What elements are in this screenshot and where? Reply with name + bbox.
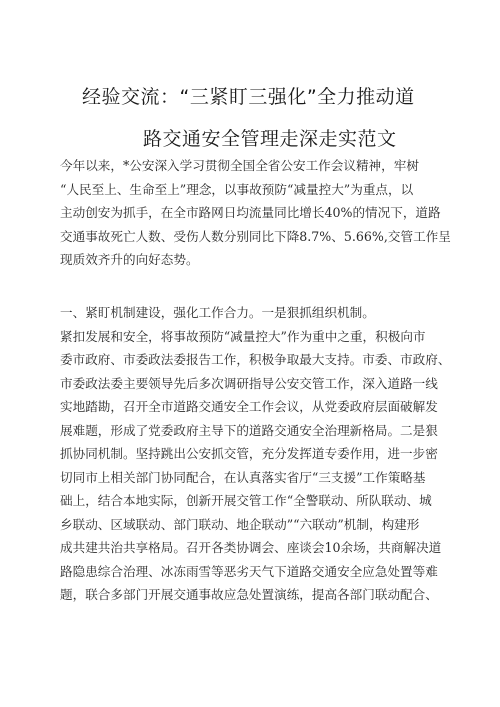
- paragraph-line: 主动创安为抓手，在全市路网日均流量同比增长40%的情况下，道路: [60, 205, 441, 220]
- paragraph-line: 展难题，形成了党委政府主导下的道路交通安全治理新格局。二是狠: [60, 422, 438, 438]
- paragraph-line: 实地踏勘，召开全市道路交通安全工作会议，从党委政府层面破解发: [60, 399, 438, 414]
- paragraph-line: 题，联合多部门开展交通事故应急处置演练，提高各部门联动配合、: [60, 587, 438, 602]
- paragraph-line: 础上，结合本地实际，创新开展交管工作“全警联动、所队联动、城: [60, 493, 432, 508]
- paragraph-line: 路隐患综合治理、冰冻雨雪等恶劣天气下道路交通安全应急处置等难: [60, 563, 438, 579]
- paragraph-line: 市委政法委主要领导先后多次调研指导公安交管工作，深入道路一线: [60, 375, 438, 391]
- paragraph-line: 委市政府、市委政法委报告工作，积极争取最大支持。市委、市政府、: [60, 352, 451, 367]
- paragraph-line: 一、紧盯机制建设，强化工作合力。一是狠抓组织机制。: [60, 305, 375, 320]
- document-title-line-2: 路交通安全管理走深走实范文: [143, 128, 397, 150]
- paragraph-line: 抓协同机制。坚持跳出公安抓交管，充分发挥道专委作用，进一步密: [60, 446, 438, 461]
- paragraph-line: 交通事故死亡人数、受伤人数分别同比下降8.7%、5.66%,交管工作呈: [60, 228, 451, 244]
- document-title-line-1: 经验交流：“三紧盯三强化”全力推动道: [82, 86, 415, 108]
- paragraph-line: 今年以来，*公安深入学习贯彻全国全省公安工作会议精神，牢树: [60, 158, 419, 173]
- paragraph-line: 紧扣发展和安全，将事故预防“减量控大”作为重中之重，积极向市: [60, 328, 426, 344]
- paragraph-line: 成共建共治共享格局。召开各类协调会、座谈会10余场，共商解决道: [60, 540, 442, 555]
- paragraph-line: 切同市上相关部门协同配合，在认真落实省厅“三支援”工作策略基: [60, 469, 426, 485]
- paragraph-line: 乡联动、区域联动、部门联动、地企联动”“六联动”机制，构建形: [60, 516, 420, 532]
- paragraph-section-1: [60, 301, 450, 607]
- paragraph-line: 现质效齐升的向好态势。: [60, 252, 199, 267]
- paragraph-line: “人民至上、生命至上”理念，以事故预防“减量控大”为重点，以: [60, 181, 414, 197]
- paragraph-intro: [60, 154, 450, 272]
